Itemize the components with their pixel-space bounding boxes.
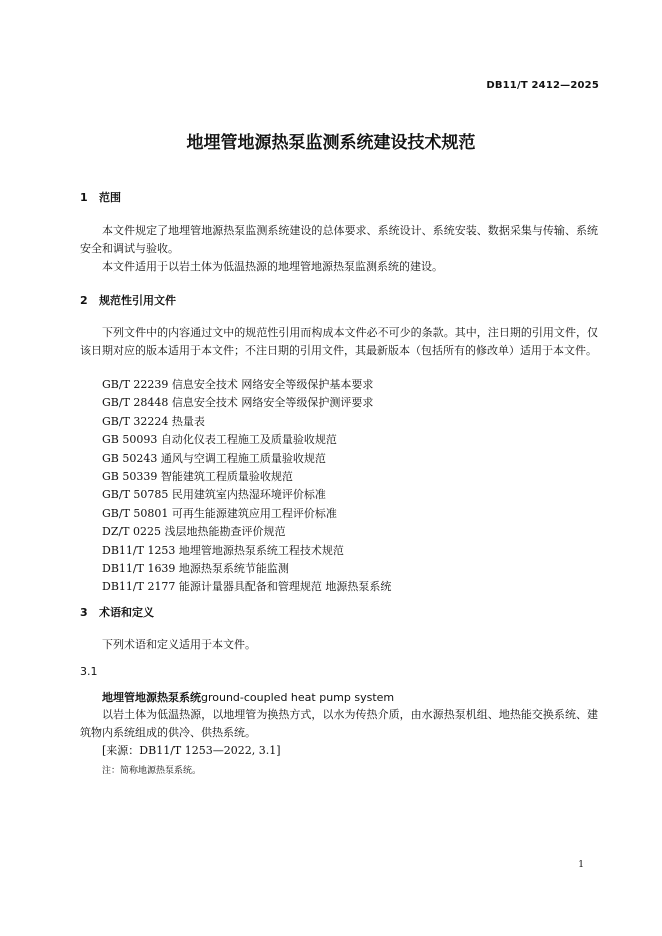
section-1-paragraph-1: 本文件规定了地埋管地源热泵监测系统建设的总体要求、系统设计、系统安装、数据采集与传输、系统安全和调试与验收。 (80, 224, 598, 255)
term-english: ground-coupled heat pump system (201, 691, 395, 704)
section-1-number: 1 (80, 191, 88, 204)
section-3-title: 术语和定义 (99, 606, 154, 619)
section-2-intro: 下列文件中的内容通过文中的规范性引用而构成本文件必不可少的条款。其中，注日期的引用文件，仅该日期对应的版本适用于本文件；不注日期的引用文件，其最新版本（包括所有的修改单）适用于本文件。 (80, 326, 598, 357)
standard-number: DB11/T 2412—2025 (486, 80, 599, 91)
term-definition: 以岩土体为低温热源，以地埋管为换热方式，以水为传热介质，由水源热泵机组、地热能交换系统、建筑物内系统组成的供冷、供热系统。 (80, 708, 598, 739)
reference-item: GB 50093 自动化仪表工程施工及质量验收规范 (102, 433, 337, 447)
reference-item: GB/T 22239 信息安全技术 网络安全等级保护基本要求 (102, 378, 374, 391)
section-2-heading (80, 292, 176, 308)
section-1-paragraph-2: 本文件适用于以岩土体为低温热源的地埋管地源热泵监测系统的建设。 (102, 260, 443, 273)
normative-reference-list (102, 376, 391, 597)
page-number: 1 (578, 860, 584, 870)
reference-item: GB/T 32224 热量表 (102, 414, 205, 428)
section-3-number: 3 (80, 606, 88, 619)
section-3-heading (80, 604, 154, 620)
section-2-title: 规范性引用文件 (99, 294, 176, 307)
term-source: [来源：DB11/T 1253—2022, 3.1] (102, 744, 281, 757)
document-title: 地埋管地源热泵监测系统建设技术规范 (186, 133, 476, 153)
subsection-number: 3.1 (80, 665, 98, 678)
term-note: 注：简称地源热泵系统。 (102, 766, 202, 776)
section-3-intro: 下列术语和定义适用于本文件。 (102, 638, 256, 651)
reference-item: GB/T 28448 信息安全技术 网络安全等级保护测评要求 (102, 396, 374, 410)
reference-item: DB11/T 1253 地埋管地源热泵系统工程技术规范 (102, 543, 344, 557)
section-1-heading (80, 189, 121, 205)
reference-item: GB 50243 通风与空调工程施工质量验收规范 (102, 451, 326, 465)
reference-item: DZ/T 0225 浅层地热能勘查评价规范 (102, 525, 286, 539)
term-entry (102, 689, 394, 705)
section-2-number: 2 (80, 294, 88, 307)
reference-item: GB/T 50785 民用建筑室内热湿环境评价标准 (102, 488, 326, 502)
reference-item: DB11/T 2177 能源计量器具配备和管理规范 地源热泵系统 (102, 580, 392, 594)
reference-item: GB/T 50801 可再生能源建筑应用工程评价标准 (102, 506, 337, 520)
section-1-title: 范围 (99, 191, 121, 204)
reference-item: DB11/T 1639 地源热泵系统节能监测 (102, 562, 289, 576)
term-chinese: 地埋管地源热泵系统 (102, 691, 201, 704)
reference-item: GB 50339 智能建筑工程质量验收规范 (102, 470, 293, 484)
